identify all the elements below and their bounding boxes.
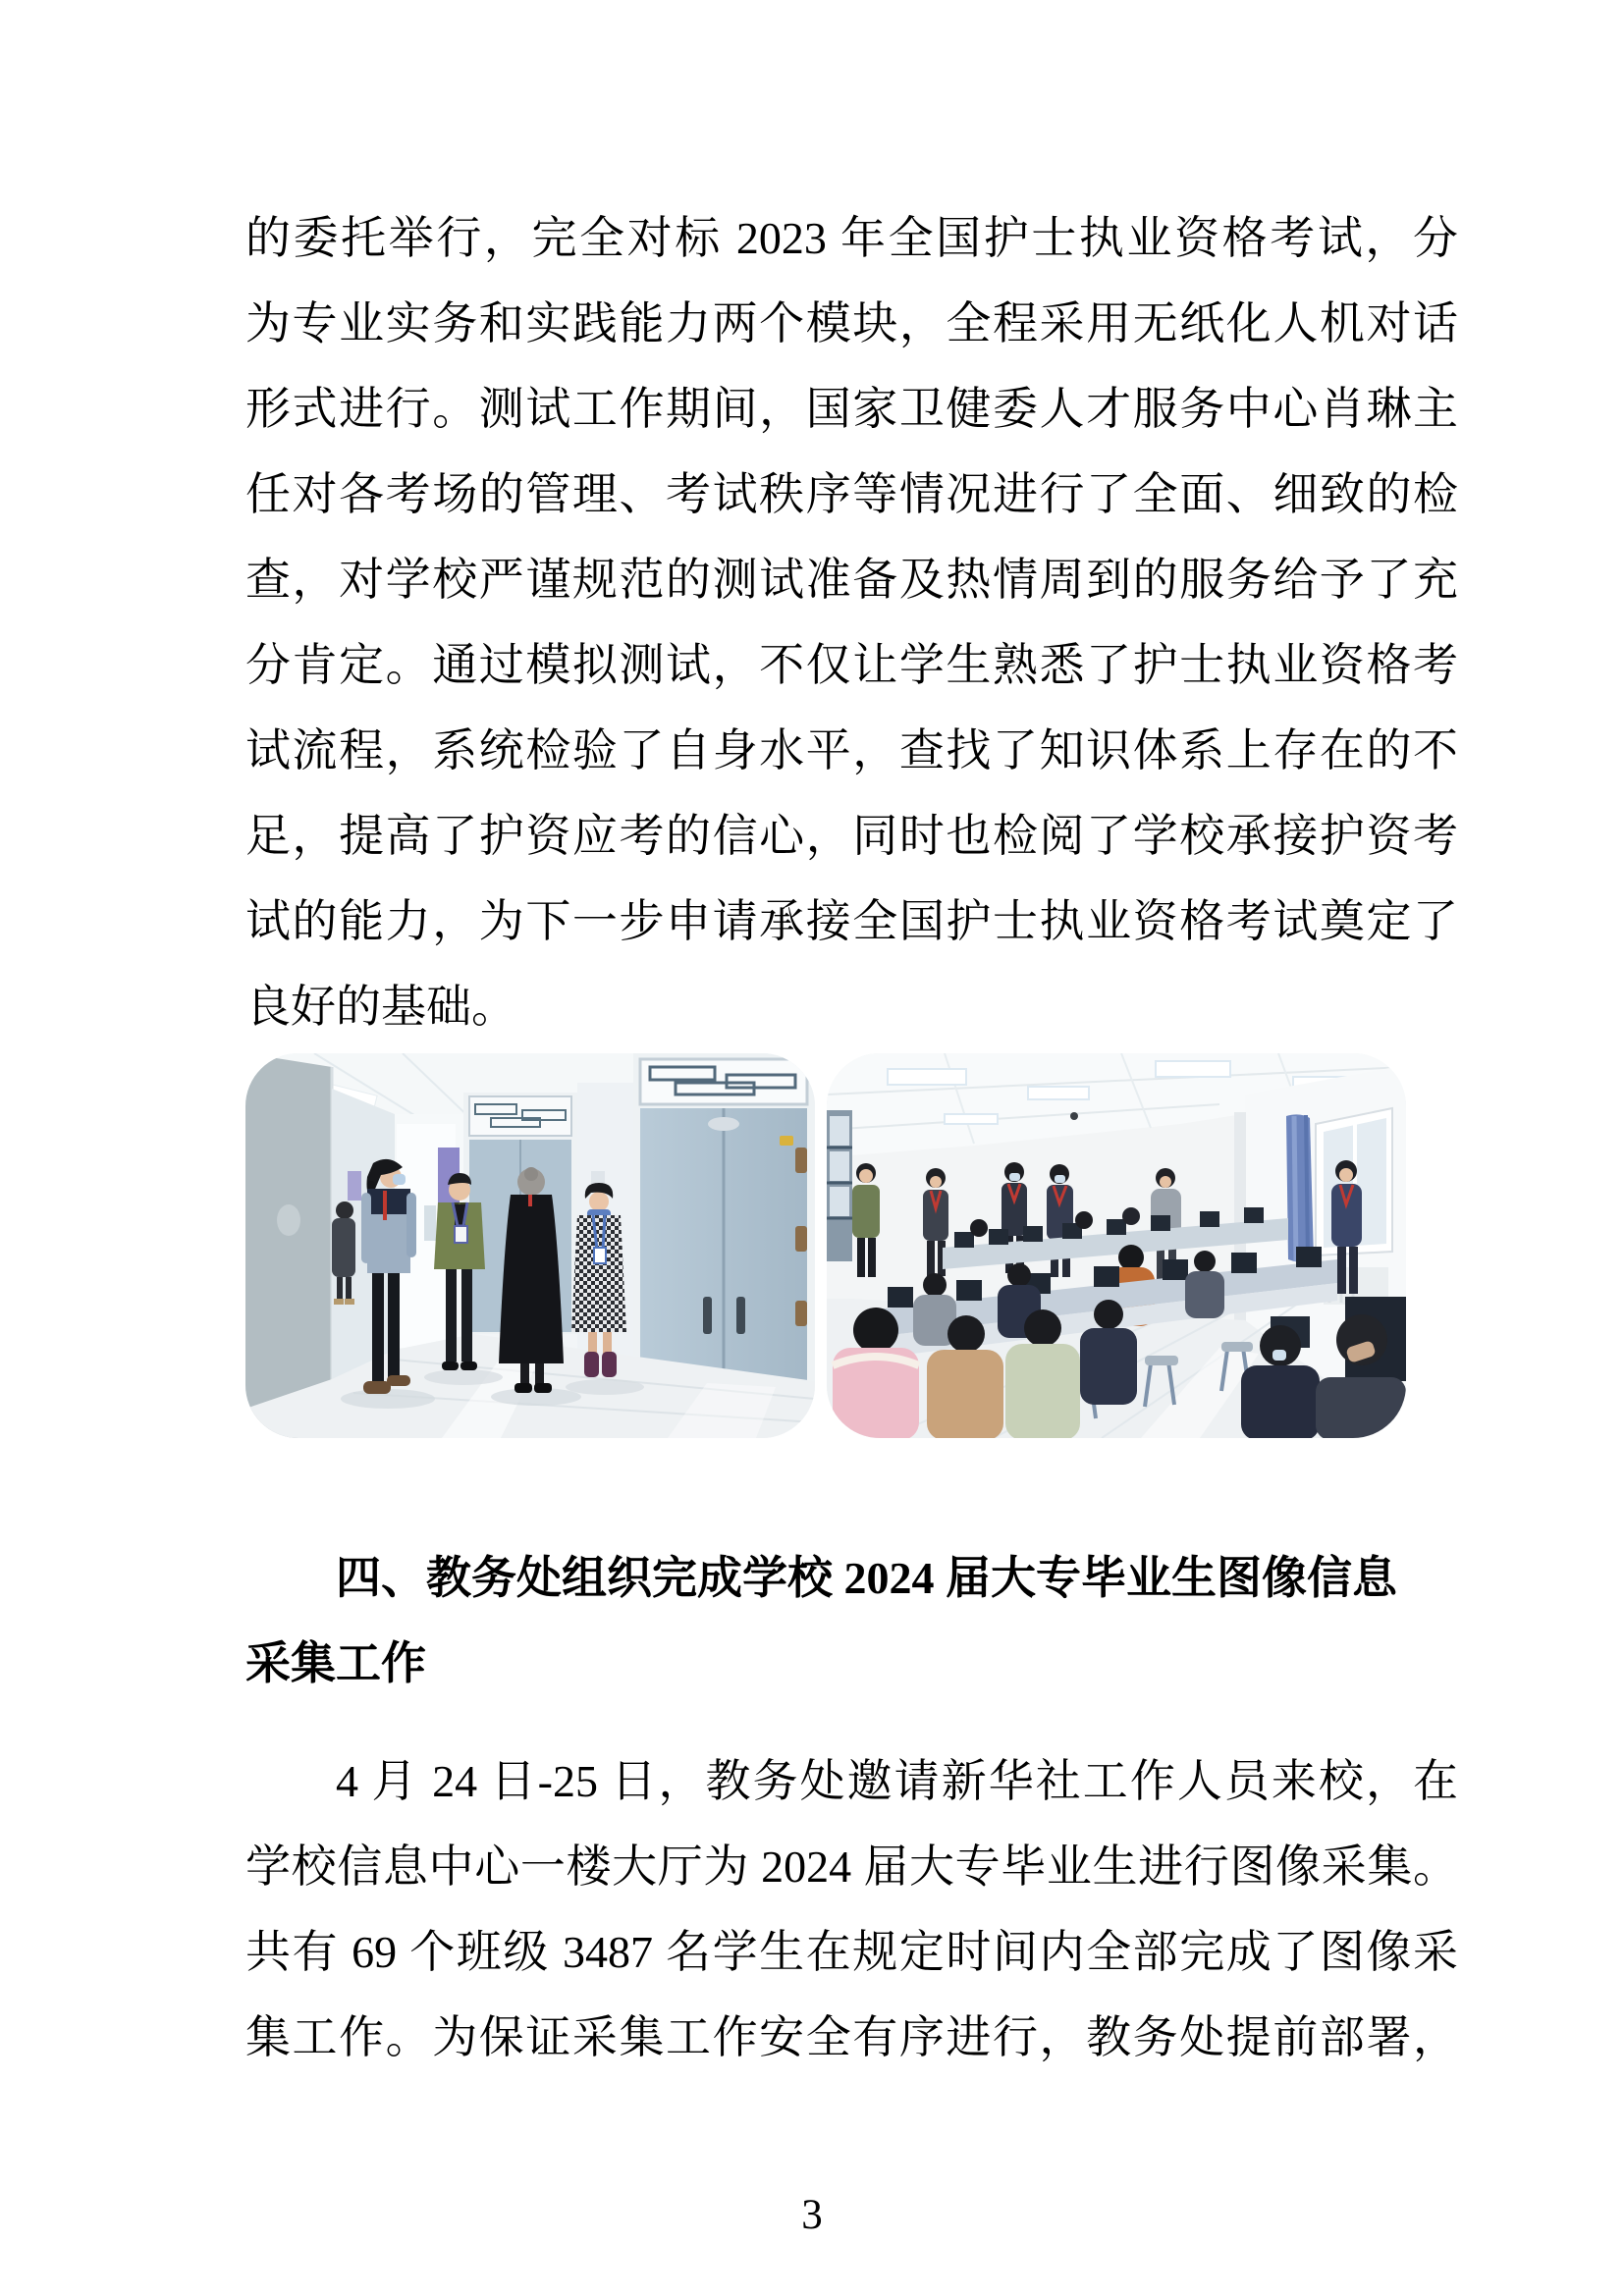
body-line: 4 月 24 日-25 日，教务处邀请新华社工作人员来校，在: [336, 1756, 1458, 1806]
body-line: 良好的基础。: [245, 982, 516, 1032]
section-heading-line-2: 采集工作: [245, 1638, 426, 1688]
body-line: 任对各考场的管理、考试秩序等情况进行了全面、细致的检: [245, 469, 1458, 519]
body-line: 查，对学校严谨规范的测试准备及热情周到的服务给予了充: [245, 555, 1458, 605]
section-heading: [245, 1535, 1458, 1706]
body-line: 为专业实务和实践能力两个模块，全程采用无纸化人机对话: [245, 298, 1458, 348]
computer-lab-photo: [827, 1053, 1406, 1438]
body-line: 的委托举行，完全对标 2023 年全国护士执业资格考试，分: [245, 213, 1458, 263]
body-line: 形式进行。测试工作期间，国家卫健委人才服务中心肖琳主: [245, 384, 1458, 434]
body-line: 分肯定。通过模拟测试，不仅让学生熟悉了护士执业资格考: [245, 640, 1458, 690]
body-line: 集工作。为保证采集工作安全有序进行，教务处提前部署，: [245, 2012, 1458, 2062]
body-line: 足，提高了护资应考的信心，同时也检阅了学校承接护资考: [245, 811, 1458, 861]
body-line: 学校信息中心一楼大厅为 2024 届大专毕业生进行图像采集。: [245, 1842, 1458, 1892]
corridor-inspection-photo: [245, 1053, 815, 1438]
corridor-inspection-illustration: [245, 1053, 815, 1438]
computer-lab-illustration: [827, 1053, 1406, 1438]
body-line: 共有 69 个班级 3487 名学生在规定时间内全部完成了图像采: [245, 1927, 1458, 1977]
page-number: 3: [801, 2192, 823, 2238]
body-line: 试的能力，为下一步申请承接全国护士执业资格考试奠定了: [245, 896, 1458, 946]
paragraph-continuation: [245, 195, 1458, 1049]
paragraph-image-collection: [245, 1738, 1458, 2080]
body-line: 试流程，系统检验了自身水平，查找了知识体系上存在的不: [245, 725, 1458, 775]
section-heading-line-1: 四、教务处组织完成学校 2024 届大专毕业生图像信息: [336, 1553, 1397, 1603]
